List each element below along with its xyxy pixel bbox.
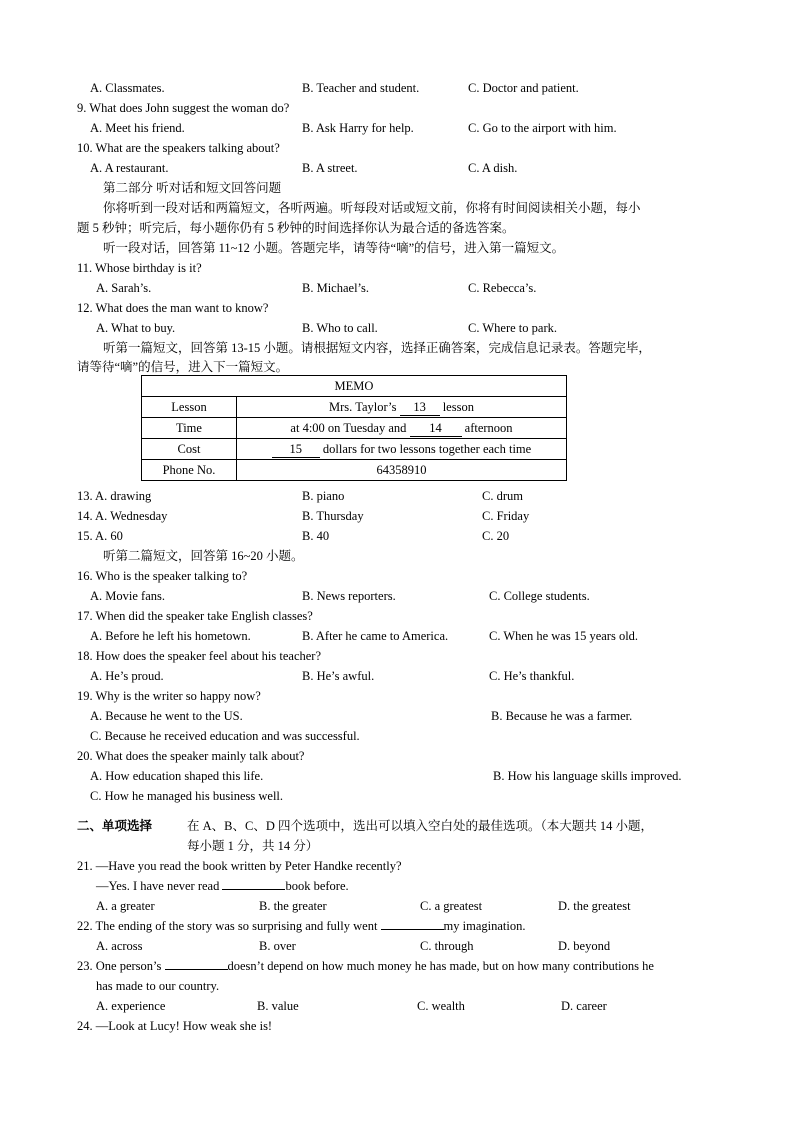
q23-option-d: D. career [561,999,607,1013]
q19-stem: 19. Why is the writer so happy now? [77,689,261,703]
q21-option-a: A. a greater [96,899,155,913]
q23-blank [165,969,228,970]
memo-cost-label: Cost [142,439,237,460]
q21-stem: 21. —Have you read the book written by Peter Handke recently? [77,859,402,873]
q15-option-c: C. 20 [482,529,510,543]
q11-option-b: B. Michael’s. [302,281,370,295]
q9-option-c: C. Go to the airport with him. [468,121,617,135]
q22-stem-prefix: 22. The ending of the story was so surprising and fully went [77,919,381,933]
q23-stem-suffix: doesn’t depend on how much money he has made, but on how many contributions he [227,959,654,973]
q10-option-b: B. A street. [302,161,358,175]
q18-option-c: C. He’s thankful. [489,669,575,683]
q21-line2-prefix: —Yes. I have never read [96,879,223,893]
q16-option-b: B. News reporters. [302,589,396,603]
q11-stem: 11. Whose birthday is it? [77,261,202,275]
q22-option-d: D. beyond [558,939,611,953]
q22-option-c: C. through [420,939,474,953]
q20-stem: 20. What does the speaker mainly talk about? [77,749,305,763]
q8-option-c: C. Doctor and patient. [468,81,579,95]
q23-stem-line2: has made to our country. [96,979,220,993]
section2-heading: 二、单项选择 [77,819,153,833]
q10-stem: 10. What are the speakers talking about? [77,141,280,155]
q17-option-b: B. After he came to America. [302,629,449,643]
q22-blank [381,929,444,930]
q21-option-b: B. the greater [259,899,327,913]
memo-time-suffix: afternoon [461,421,513,435]
memo-row-cost [142,439,567,460]
memo-row-phone [142,460,567,481]
q13-option-c: C. drum [482,489,523,503]
q12-option-a: A. What to buy. [96,321,176,335]
q18-stem: 18. How does the speaker feel about his teacher? [77,649,322,663]
q14-option-b: B. Thursday [302,509,364,523]
blank-13: 13 [400,399,440,416]
q21-line2-suffix: book before. [285,879,349,893]
memo-lesson-suffix: lesson [439,400,474,414]
q18-option-b: B. He’s awful. [302,669,375,683]
q14-option-c: C. Friday [482,509,530,523]
memo-time-value [237,418,567,439]
q20-option-b: B. How his language skills improved. [493,769,682,783]
memo-lesson-prefix: Mrs. Taylor’s [329,400,400,414]
q13-option-a: 13. A. drawing [77,489,152,503]
q23-option-c: C. wealth [417,999,465,1013]
q17-stem: 17. When did the speaker take English classes? [77,609,313,623]
memo-cost-suffix: dollars for two lessons together each time [319,442,532,456]
q16-stem: 16. Who is the speaker talking to? [77,569,248,583]
q21-option-d: D. the greatest [558,899,631,913]
memo-row-time [142,418,567,439]
q20-option-c: C. How he managed his business well. [90,789,284,803]
q8-option-a: A. Classmates. [90,81,165,95]
q17-option-c: C. When he was 15 years old. [489,629,639,643]
q23-option-a: A. experience [96,999,166,1013]
q11-option-a: A. Sarah’s. [96,281,152,295]
section2-instruction-line2: 每小题 1 分，共 14 分） [187,839,319,853]
q8-option-b: B. Teacher and student. [302,81,420,95]
q9-option-a: A. Meet his friend. [90,121,185,135]
passage1-instruction-line1: 听第一篇短文，回答第 13-15 小题。请根据短文内容，选择正确答案，完成信息记录表。答题完毕， [103,341,651,355]
part2-instruction-line1: 你将听到一段对话和两篇短文，各听两遍。听每段对话或短文前，你将有时间阅读相关小题，每小 [103,201,641,215]
q22-option-b: B. over [259,939,296,953]
memo-time-label: Time [142,418,237,439]
q23-stem [77,956,654,976]
section2-instruction-line1: 在 A、B、C、D 四个选项中，选出可以填入空白处的最佳选项。（本大题共 14 小题， [187,819,653,833]
q24-stem: 24. —Look at Lucy! How weak she is! [77,1019,273,1033]
blank-14: 14 [410,420,462,437]
passage1-instruction-line2: 请等待“嘀”的信号，进入下一篇短文。 [77,360,289,374]
q23-stem-prefix: 23. One person’s [77,959,165,973]
q15-option-a: 15. A. 60 [77,529,123,543]
memo-title: MEMO [142,376,567,397]
q19-option-c: C. Because he received education and was successful. [90,729,360,743]
memo-lesson-label: Lesson [142,397,237,418]
memo-phone-label: Phone No. [142,460,237,481]
q20-option-a: A. How education shaped this life. [90,769,264,783]
q14-option-a: 14. A. Wednesday [77,509,168,523]
q18-option-a: A. He’s proud. [90,669,164,683]
part2-instruction-line2: 题 5 秒钟；听完后，每小题你仍有 5 秒钟的时间选择你认为最合适的备选答案。 [77,221,515,235]
q21-answer-line [96,876,349,896]
q21-blank [222,889,285,890]
q19-option-b: B. Because he was a farmer. [491,709,633,723]
memo-cost-value [237,439,567,460]
q11-option-c: C. Rebecca’s. [468,281,537,295]
part2-heading: 第二部分 听对话和短文回答问题 [103,181,282,195]
memo-phone-value: 64358910 [237,460,567,481]
q21-option-c: C. a greatest [420,899,483,913]
q9-option-b: B. Ask Harry for help. [302,121,414,135]
q16-option-a: A. Movie fans. [90,589,165,603]
q10-option-c: C. A dish. [468,161,518,175]
q12-option-b: B. Who to call. [302,321,378,335]
q12-option-c: C. Where to park. [468,321,557,335]
blank-15: 15 [272,441,320,458]
q22-option-a: A. across [96,939,143,953]
q12-stem: 12. What does the man want to know? [77,301,269,315]
passage2-instruction: 听第二篇短文，回答第 16~20 小题。 [103,549,304,563]
memo-lesson-value [237,397,567,418]
memo-row-lesson [142,397,567,418]
q19-option-a: A. Because he went to the US. [90,709,243,723]
q23-option-b: B. value [257,999,299,1013]
q17-option-a: A. Before he left his hometown. [90,629,251,643]
q15-option-b: B. 40 [302,529,330,543]
q16-option-c: C. College students. [489,589,590,603]
memo-table [141,375,567,481]
q9-stem: 9. What does John suggest the woman do? [77,101,290,115]
q22-stem-suffix: my imagination. [443,919,526,933]
memo-time-prefix: at 4:00 on Tuesday and [290,421,410,435]
q13-option-b: B. piano [302,489,345,503]
dialogue-instruction: 听一段对话，回答第 11~12 小题。答题完毕，请等待“嘀”的信号，进入第一篇短文。 [103,241,565,255]
q22-stem [77,916,525,936]
q10-option-a: A. A restaurant. [90,161,169,175]
